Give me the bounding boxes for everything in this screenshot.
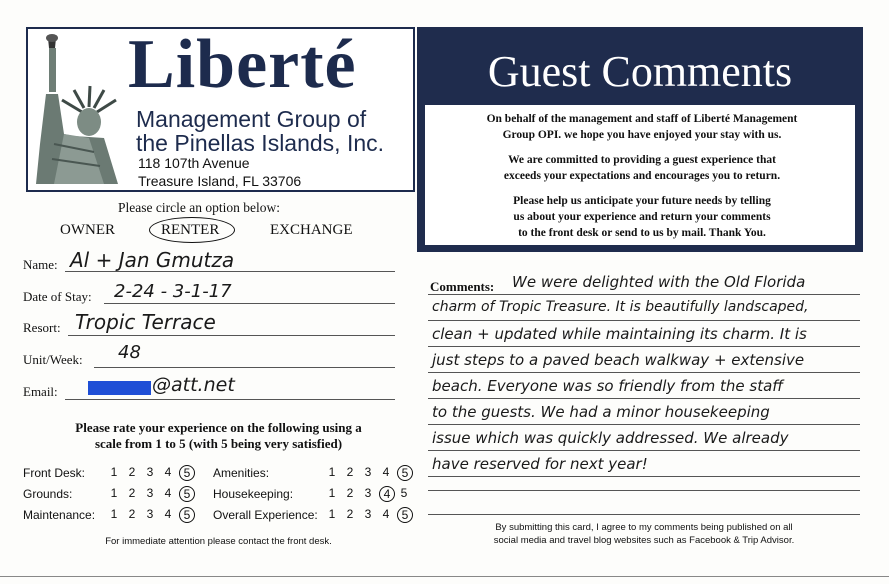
selected-option-circle bbox=[149, 217, 235, 243]
front-desk-note: For immediate attention please contact the front desk. bbox=[105, 536, 332, 547]
statue-of-liberty-icon bbox=[34, 34, 124, 184]
rating-prompt-1: Please rate your experience on the following using a bbox=[75, 420, 362, 435]
rating-row-amenities bbox=[213, 466, 269, 480]
resort-label: Resort: bbox=[23, 320, 61, 335]
comment-rule bbox=[428, 424, 860, 425]
page-title: Guest Comments bbox=[487, 47, 793, 96]
rating-row-overall bbox=[213, 508, 318, 522]
comment-line: just steps to a paved beach walkway + extensive bbox=[432, 351, 805, 369]
rating-option-selected[interactable]: 5 bbox=[397, 465, 413, 481]
rating-option[interactable]: 5 bbox=[400, 486, 408, 500]
option-owner[interactable]: OWNER bbox=[60, 222, 115, 238]
rating-option[interactable]: 3 bbox=[364, 507, 372, 521]
rating-label: Overall Experience: bbox=[213, 508, 318, 522]
rating-prompt-2: scale from 1 to 5 (with 5 being very satisfied) bbox=[94, 436, 343, 451]
rating-option[interactable]: 1 bbox=[110, 486, 118, 500]
comment-rule bbox=[428, 372, 860, 373]
rating-option[interactable]: 3 bbox=[364, 465, 372, 479]
rating-row-maintenance bbox=[23, 508, 95, 522]
rating-label: Amenities: bbox=[213, 466, 270, 480]
email-line bbox=[65, 399, 395, 400]
rating-option[interactable]: 2 bbox=[128, 465, 136, 479]
rating-option-selected[interactable]: 5 bbox=[179, 507, 195, 523]
comment-rule bbox=[428, 476, 860, 477]
name-field[interactable]: Al + Jan Gmutza bbox=[70, 248, 235, 272]
comment-line: to the guests. We had a minor housekeeping bbox=[432, 403, 770, 421]
rating-option[interactable]: 2 bbox=[346, 465, 354, 479]
consent-line-2: social media and travel blog websites such as Facebook & Trip Advisor. bbox=[493, 535, 795, 546]
resort-field[interactable]: Tropic Terrace bbox=[75, 310, 216, 334]
date-field[interactable]: 2-24 - 3-1-17 bbox=[114, 281, 232, 302]
rating-option[interactable]: 4 bbox=[164, 507, 172, 521]
rating-option[interactable]: 1 bbox=[328, 486, 336, 500]
comment-line: have reserved for next year! bbox=[432, 455, 648, 473]
rating-option-selected[interactable]: 5 bbox=[179, 465, 195, 481]
rating-option[interactable]: 1 bbox=[110, 507, 118, 521]
comment-line: clean + updated while maintaining its charm. It is bbox=[432, 325, 807, 343]
circle-prompt: Please circle an option below: bbox=[118, 200, 280, 215]
date-label: Date of Stay: bbox=[23, 289, 92, 304]
rating-option[interactable]: 4 bbox=[164, 486, 172, 500]
rating-option[interactable]: 4 bbox=[382, 465, 390, 479]
rating-option[interactable]: 2 bbox=[346, 507, 354, 521]
option-exchange[interactable]: EXCHANGE bbox=[270, 222, 353, 238]
consent-line-1: By submitting this card, I agree to my comments being published on all bbox=[495, 522, 793, 533]
rating-option[interactable]: 2 bbox=[346, 486, 354, 500]
rating-option[interactable]: 1 bbox=[110, 465, 118, 479]
rating-option[interactable]: 1 bbox=[328, 465, 336, 479]
rating-label: Grounds: bbox=[23, 487, 73, 501]
intro-line: exceeds your expectations and encourages you to return. bbox=[503, 170, 781, 182]
intro-line: On behalf of the management and staff of Liberté Management bbox=[486, 113, 798, 125]
email-field[interactable]: @att.net bbox=[152, 374, 235, 396]
rating-option[interactable]: 3 bbox=[146, 486, 154, 500]
intro-line: us about your experience and return your comments bbox=[513, 211, 771, 223]
rating-row-grounds bbox=[23, 487, 72, 501]
date-line bbox=[104, 303, 395, 304]
comment-line: beach. Everyone was so friendly from the staff bbox=[432, 377, 784, 395]
comment-rule bbox=[428, 346, 860, 347]
unit-line bbox=[94, 367, 395, 368]
intro-line: to the front desk or send to us by mail. Thank You. bbox=[518, 227, 766, 239]
rating-option[interactable]: 3 bbox=[146, 507, 154, 521]
intro-line: We are committed to providing a guest experience that bbox=[508, 154, 776, 166]
rating-label: Housekeeping: bbox=[213, 487, 294, 501]
rating-option[interactable]: 2 bbox=[128, 507, 136, 521]
comment-line: issue which was quickly addressed. We already bbox=[432, 429, 789, 447]
rating-option[interactable]: 4 bbox=[382, 507, 390, 521]
option-renter[interactable]: RENTER bbox=[161, 222, 220, 238]
intro-line: Group OPI. we hope you have enjoyed your stay with us. bbox=[502, 129, 782, 141]
address-line-1: 118 107th Avenue bbox=[138, 155, 250, 171]
rating-option[interactable]: 3 bbox=[146, 465, 154, 479]
name-label: Name: bbox=[23, 257, 58, 272]
rating-row-housekeeping bbox=[213, 487, 293, 501]
rating-option[interactable]: 4 bbox=[164, 465, 172, 479]
comments-label: Comments: bbox=[430, 279, 495, 294]
company-line-1: Management Group of bbox=[136, 106, 367, 132]
comment-rule bbox=[428, 490, 860, 491]
intro-box bbox=[423, 103, 857, 247]
rating-option[interactable]: 1 bbox=[328, 507, 336, 521]
rating-option-selected[interactable]: 4 bbox=[379, 486, 395, 502]
rating-option[interactable]: 2 bbox=[128, 486, 136, 500]
email-redaction bbox=[88, 381, 151, 395]
rating-label: Maintenance: bbox=[23, 508, 96, 522]
rating-option-selected[interactable]: 5 bbox=[397, 507, 413, 523]
comment-rule bbox=[428, 514, 860, 515]
resort-line bbox=[68, 335, 395, 336]
comment-rule bbox=[428, 320, 860, 321]
brand-name: Liberté bbox=[128, 26, 357, 103]
rating-label: Front Desk: bbox=[23, 466, 86, 480]
rating-option[interactable]: 3 bbox=[364, 486, 372, 500]
unit-label: Unit/Week: bbox=[23, 352, 83, 367]
address-line-2: Treasure Island, FL 33706 bbox=[138, 173, 302, 189]
comment-rule bbox=[428, 450, 860, 451]
email-label: Email: bbox=[23, 384, 58, 399]
consent-text bbox=[428, 521, 860, 547]
comment-rule bbox=[428, 294, 860, 295]
comment-rule bbox=[428, 398, 860, 399]
comment-line: We were delighted with the Old Florida bbox=[512, 273, 806, 291]
company-line-2: the Pinellas Islands, Inc. bbox=[136, 130, 385, 156]
rating-option-selected[interactable]: 5 bbox=[179, 486, 195, 502]
unit-field[interactable]: 48 bbox=[118, 342, 141, 363]
intro-line: Please help us anticipate your future needs by telling bbox=[513, 195, 771, 207]
comment-line: charm of Tropic Treasure. It is beautifully landscaped, bbox=[432, 299, 809, 315]
bottom-border bbox=[0, 576, 889, 577]
rating-row-front-desk bbox=[23, 466, 85, 480]
